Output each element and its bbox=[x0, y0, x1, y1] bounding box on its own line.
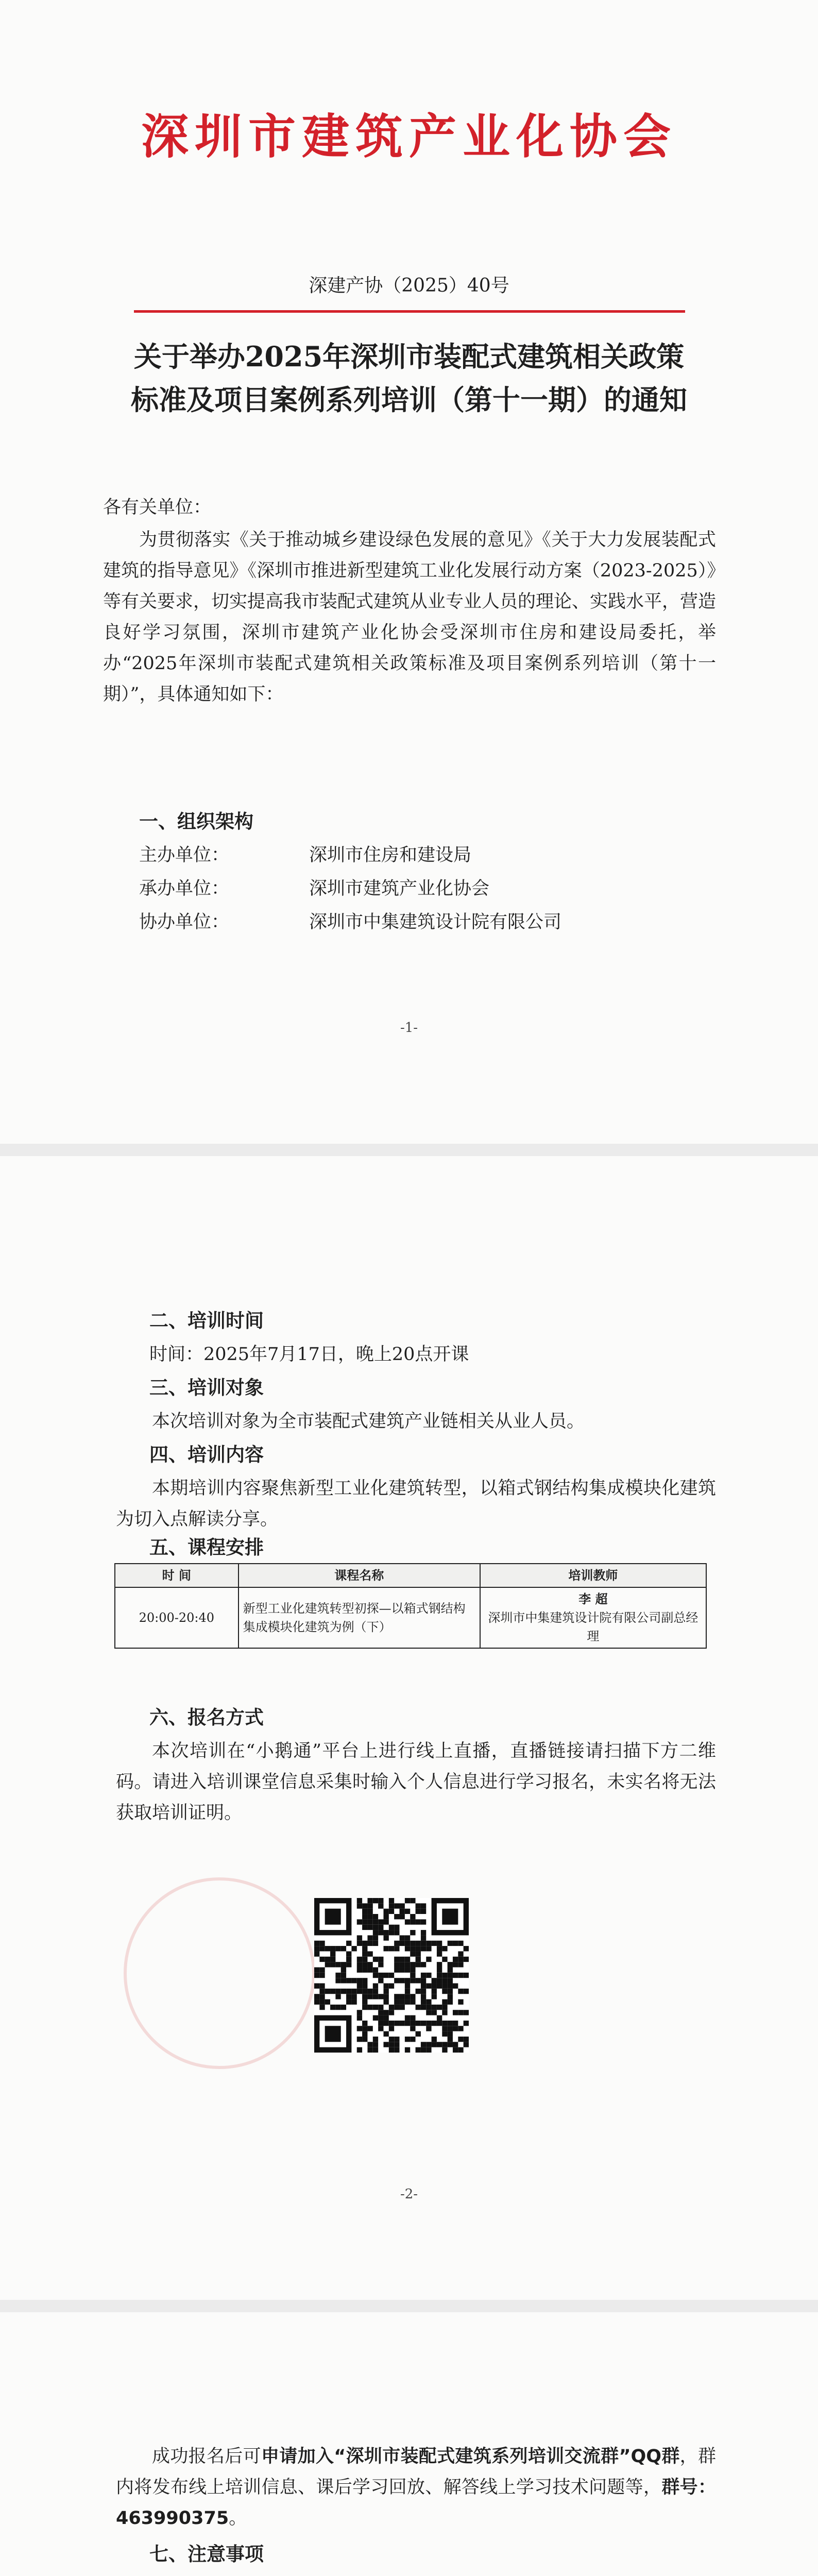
document-title bbox=[0, 335, 818, 421]
training-time: 时间：2025年7月17日，晚上20点开课 bbox=[149, 1344, 469, 1365]
page-number-1: -1- bbox=[400, 1020, 418, 1036]
section-3-heading: 三、培训对象 bbox=[149, 1377, 264, 1399]
col-time: 时 间 bbox=[115, 1564, 238, 1587]
col-teacher: 培训教师 bbox=[480, 1564, 706, 1587]
teacher-org: 深圳市中集建筑设计院有限公司副总经理 bbox=[488, 1611, 698, 1643]
organizer-label: 主办单位： bbox=[139, 845, 230, 866]
col-course: 课程名称 bbox=[238, 1564, 480, 1587]
schedule-table bbox=[114, 1563, 707, 1649]
section-5-heading: 五、课程安排 bbox=[149, 1536, 264, 1558]
red-divider-line bbox=[134, 310, 685, 313]
page-1 bbox=[0, 0, 818, 1144]
title-line-1: 关于举办2025年深圳市装配式建筑相关政策 bbox=[133, 340, 685, 373]
row-time: 20:00-20:40 bbox=[115, 1587, 238, 1648]
undertaker-label: 承办单位： bbox=[139, 878, 230, 899]
qq-group-name: 申请加入“深圳市装配式建筑系列培训交流群”QQ群 bbox=[261, 2446, 680, 2467]
undertaker-row bbox=[139, 873, 489, 904]
section-4-heading: 四、培训内容 bbox=[149, 1444, 264, 1466]
section-6-heading: 六、报名方式 bbox=[149, 1706, 264, 1728]
section-7-heading: 七、注意事项 bbox=[149, 2543, 264, 2565]
salutation: 各有关单位： bbox=[103, 497, 212, 518]
row-course: 新型工业化建筑转型初探—以箱式钢结构集成模块化建筑为例（下） bbox=[238, 1587, 480, 1648]
training-audience: 本次培训对象为全市装配式建筑产业链相关从业人员。 bbox=[152, 1411, 585, 1432]
qq-group-paragraph bbox=[116, 2441, 716, 2534]
intro-paragraph: 为贯彻落实《关于推动城乡建设绿色发展的意见》《关于大力发展装配式建筑的指导意见》《深圳市推进新型建筑工业化发展行动方案（2023-2025）》等有关要求，切实提高我市装配式建筑从业专业人员的理论、实践水平，营造良好学习氛围，深圳市建筑产业化协会受深圳市住房和建设局委托，举办“2025年深圳市装配式建筑相关政策标准及项目案例系列培训（第十一期）”，具体通知如下： bbox=[103, 530, 717, 705]
registration-qr-code[interactable] bbox=[314, 1898, 469, 2053]
page-3 bbox=[0, 2312, 818, 2576]
note-1 bbox=[116, 2572, 716, 2576]
page-2 bbox=[0, 1156, 818, 2300]
training-content: 本期培训内容聚焦新型工业化建筑转型，以箱式钢结构集成模块化建筑为切入点解读分享。 bbox=[116, 1478, 716, 1530]
organizer-row bbox=[139, 840, 471, 871]
qq-mid: ，群内将发布线上培训信息、课后学习回放、解答线上学习技术问题等， bbox=[116, 2446, 716, 2498]
document-number: 深建产协（2025）40号 bbox=[309, 275, 509, 296]
section-1-heading: 一、组织架构 bbox=[139, 810, 253, 833]
registration-text: 本次培训在“小鹅通”平台上进行线上直播，直播链接请扫描下方二维码。请进入培训课堂信息采集时输入个人信息进行学习报名，未实名将无法获取培训证明。 bbox=[116, 1741, 716, 1823]
organizer-value: 深圳市住房和建设局 bbox=[309, 845, 472, 866]
letterhead-title: 深圳市建筑产业化协会 bbox=[141, 109, 677, 164]
section-2-heading: 二、培训时间 bbox=[149, 1310, 264, 1332]
page-number-2: -2- bbox=[400, 2187, 418, 2202]
qq-pre: 成功报名后可 bbox=[152, 2446, 261, 2467]
qq-group-number: 群号：463990375 bbox=[116, 2477, 716, 2529]
faint-seal-mark bbox=[124, 1877, 315, 2069]
co-organizer-label: 协办单位： bbox=[139, 912, 230, 933]
co-organizer-row bbox=[139, 907, 561, 938]
undertaker-value: 深圳市建筑产业化协会 bbox=[309, 878, 490, 899]
row-teacher bbox=[480, 1587, 706, 1648]
table-row bbox=[115, 1587, 706, 1648]
qq-end: 。 bbox=[229, 2508, 247, 2529]
schedule-header-row bbox=[115, 1564, 706, 1587]
teacher-name: 李 超 bbox=[578, 1592, 608, 1606]
title-line-2: 标准及项目案例系列培训（第十一期）的通知 bbox=[131, 383, 687, 416]
co-organizer-value: 深圳市中集建筑设计院有限公司 bbox=[309, 912, 562, 933]
